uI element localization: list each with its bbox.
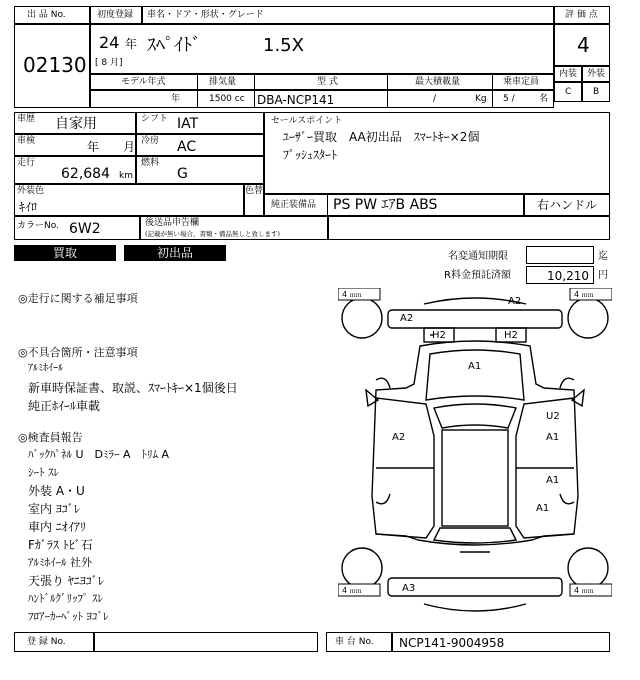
mileage: 62,684: [61, 166, 110, 182]
name-change-unit: 迄: [598, 251, 608, 262]
inspection-year: 年: [87, 140, 100, 154]
max-load-unit: Kg: [475, 94, 487, 104]
first-reg-label: 初度登録: [97, 10, 134, 20]
aftermarket-label: 後送品申告欄: [145, 218, 200, 228]
recycle-label: R料金預託済額: [444, 270, 511, 281]
tire-fl-unit: ｍｍ: [349, 292, 362, 299]
tire-rr-value: 4: [574, 586, 580, 595]
tire-rear-left: [342, 548, 382, 588]
ac-label: 冷房: [141, 136, 160, 146]
tire-rear-right: [568, 548, 608, 588]
inspector-list: [28, 449, 328, 629]
rear-bumper: [424, 604, 526, 611]
mark-front-panel: A2: [400, 313, 414, 324]
interior-label-box: [554, 66, 582, 82]
defect-list: [28, 364, 328, 418]
defect-line: 新車時保証書、取説、ｽﾏｰﾄｷｰ×1個後日: [28, 381, 238, 395]
lot-no-box: [14, 24, 90, 108]
color-no-box: [14, 216, 140, 240]
tire-front-left: [342, 298, 382, 338]
max-load-sep: /: [433, 94, 437, 104]
tire-fr-unit: ｍｍ: [581, 292, 594, 299]
first-reg-year: 24: [99, 33, 120, 52]
tire-fl-label: [342, 291, 362, 299]
inspector-line: 天張り ﾔﾆﾖｺﾞﾚ: [28, 574, 104, 588]
car-grade: 1.5X: [263, 35, 304, 56]
mileage-box: [14, 156, 136, 184]
mileage-unit: km: [119, 171, 133, 181]
inspector-line: ｱﾙﾐﾎｲｰﾙ 社外: [28, 556, 92, 569]
mark-right-side-1: A1: [546, 432, 560, 443]
inspection-month: 月: [123, 140, 136, 154]
defects-title: ◎不具合箇所・注意事項: [18, 346, 138, 359]
score-label: 評 価 点: [565, 10, 598, 20]
exterior-grade: B: [593, 87, 600, 97]
inspector-line: 車内 ﾆｵｲｱﾘ: [28, 520, 86, 534]
model-type: DBA-NCP141: [257, 93, 335, 107]
ac-box: [136, 134, 264, 156]
tire-fr-value: 4: [574, 290, 580, 299]
model-year-unit: 年: [171, 94, 181, 104]
rear-window: [434, 528, 516, 543]
tire-rl-label: [342, 587, 362, 595]
interior-grade: C: [565, 87, 572, 97]
fuel-label: 燃料: [141, 158, 160, 168]
exterior-label: 外装: [587, 69, 606, 79]
spec-divider-3: [387, 74, 388, 108]
aftermarket-box: [140, 216, 328, 240]
lot-no-label: 出 品 No.: [27, 10, 66, 20]
reg-no-label: 登 録 No.: [27, 637, 66, 647]
spec-divider-2: [254, 74, 255, 108]
inspection-box: [14, 134, 136, 156]
tire-rl-value: 4: [342, 586, 348, 595]
sales-points-label: セールスポイント: [271, 116, 343, 126]
recycle-value: 10,210: [547, 269, 589, 283]
first-reg-label-box: [90, 6, 142, 24]
mark-right-side-u: U2: [546, 411, 560, 422]
history-label: 車歴: [17, 114, 36, 124]
tire-fl-value: 4: [342, 290, 348, 299]
defect-line: ｱﾙﾐﾎｲｰﾙ: [28, 363, 63, 374]
roof: [442, 430, 508, 526]
hood: [426, 350, 524, 400]
chassis-no: NCP141-9004958: [399, 636, 505, 650]
extra-box: [328, 216, 610, 240]
spec-label-row: [90, 74, 554, 90]
inspector-line: ﾌﾛｱｰｶｰﾍﾟｯﾄ ﾖｺﾞﾚ: [28, 610, 109, 623]
capacity: 5 /: [503, 94, 515, 104]
exterior-grade-box: [582, 82, 610, 102]
reg-no-label-box: [14, 632, 94, 652]
capacity-unit: 名: [539, 94, 549, 104]
car-name-label: 車名・ドア・形状・グレード: [147, 10, 264, 20]
interior-grade-box: [554, 82, 582, 102]
name-change-field: [526, 246, 594, 264]
score: 4: [577, 33, 590, 57]
mileage-label: 走行: [17, 158, 36, 168]
max-load-label: 最大積載量: [415, 77, 461, 87]
car-name-box: [90, 24, 554, 74]
color-box: [14, 184, 244, 216]
inspector-line: ｼｰﾄ ｽﾚ: [28, 466, 59, 479]
windshield: [434, 404, 516, 428]
recolor-label: 色替: [245, 186, 264, 196]
buy-tag: 買取: [14, 245, 116, 261]
mark-front-bumper: A2: [508, 296, 522, 307]
driving-notes-title: ◎走行に関する補足事項: [18, 292, 138, 305]
lot-no: 02130: [23, 53, 87, 77]
displacement: 1500 cc: [209, 94, 245, 104]
inspector-line: ﾊﾞｯｸﾊﾟﾈﾙ U Dﾐﾗｰ A ﾄﾘﾑ A: [28, 448, 170, 461]
interior-label: 内装: [559, 69, 578, 79]
inspector-line: Fｶﾞﾗｽ ﾄﾋﾞ石: [28, 538, 93, 552]
mark-right-rear: A1: [536, 503, 550, 514]
name-change-label: 名変通知期限: [448, 251, 508, 262]
sales-points-box: [264, 112, 610, 194]
tire-rl-unit: ｍｍ: [349, 588, 362, 595]
tire-rr-label: [574, 587, 594, 595]
tire-fr-label: [574, 291, 594, 299]
chassis-label-box: [326, 632, 392, 652]
reg-no-box: [94, 632, 318, 652]
tire-front-right: [568, 298, 608, 338]
color-no-label: カラーNo.: [17, 221, 59, 231]
score-label-box: [554, 6, 610, 24]
first-reg-month: [ 8 月]: [95, 58, 123, 68]
defect-line: 純正ﾎｲｰﾙ車載: [28, 399, 101, 413]
mark-hood: A1: [468, 361, 482, 372]
mark-left-side: A2: [392, 432, 406, 443]
mark-headlight-l: H2: [432, 330, 446, 341]
inspection-label: 車検: [17, 136, 36, 146]
color-label: 外装色: [17, 186, 45, 196]
car-name: ｽﾍﾟｲﾄﾞ: [147, 35, 201, 56]
history-box: [14, 112, 136, 134]
equipment-box: [264, 194, 524, 216]
handle-box: [524, 194, 610, 216]
first-listing-tag: 初出品: [124, 245, 226, 261]
front-panel: [388, 310, 562, 328]
ac: AC: [177, 139, 197, 155]
recycle-field: [526, 266, 594, 284]
sales-points-line2: ﾌﾟｯｼｭｽﾀｰﾄ: [283, 148, 338, 162]
model-year-label: モデル年式: [121, 77, 166, 87]
equipment: PS PW ｴｱB ABS: [333, 197, 438, 213]
first-reg-year-unit: 年: [125, 37, 138, 51]
inspector-title: ◎検査員報告: [18, 431, 83, 444]
aftermarket-note: (記載が無い場合、書類・備品無しと致します): [145, 230, 281, 238]
car-diagram: [338, 288, 612, 628]
chassis-label: 車 台 No.: [335, 637, 374, 647]
mark-rear-bumper: A3: [402, 583, 416, 594]
lot-no-label-box: [14, 6, 90, 24]
sales-points-line1: ﾕｰｻﾞｰ買取 AA初出品 ｽﾏｰﾄｷｰ×2個: [283, 130, 480, 144]
equipment-divider: [327, 195, 328, 215]
shift: IAT: [177, 116, 199, 132]
fuel-box: [136, 156, 264, 184]
fuel: G: [177, 166, 188, 182]
color-no: 6W2: [69, 221, 101, 237]
recycle-unit: 円: [598, 270, 608, 281]
spec-divider-1: [197, 74, 198, 108]
shift-box: [136, 112, 264, 134]
type-label: 型 式: [317, 77, 338, 87]
shift-label: シフト: [141, 114, 169, 124]
spec-divider-4: [492, 74, 493, 108]
history: 自家用: [55, 116, 97, 132]
score-box: [554, 24, 610, 66]
color: ｷｲﾛ: [19, 200, 38, 214]
equipment-label: 純正装備品: [271, 200, 317, 210]
chassis-box: [392, 632, 610, 652]
displacement-label: 排気量: [209, 77, 237, 87]
mark-right-side-2: A1: [546, 475, 560, 486]
exterior-label-box: [582, 66, 610, 82]
capacity-label: 乗車定員: [503, 77, 540, 87]
inspector-line: 外装 A・U: [28, 484, 85, 498]
inspector-line: ﾊﾝﾄﾞﾙｸﾞﾘｯﾌﾟ ｽﾚ: [28, 592, 103, 605]
mark-headlight-r: H2: [504, 330, 518, 341]
spec-value-row: [90, 90, 554, 108]
handle: 右ハンドル: [537, 198, 598, 212]
recolor-box: [244, 184, 264, 216]
tire-rr-unit: ｍｍ: [581, 588, 594, 595]
inspector-line: 室内 ﾖｺﾞﾚ: [28, 502, 80, 516]
car-name-label-box: [142, 6, 554, 24]
